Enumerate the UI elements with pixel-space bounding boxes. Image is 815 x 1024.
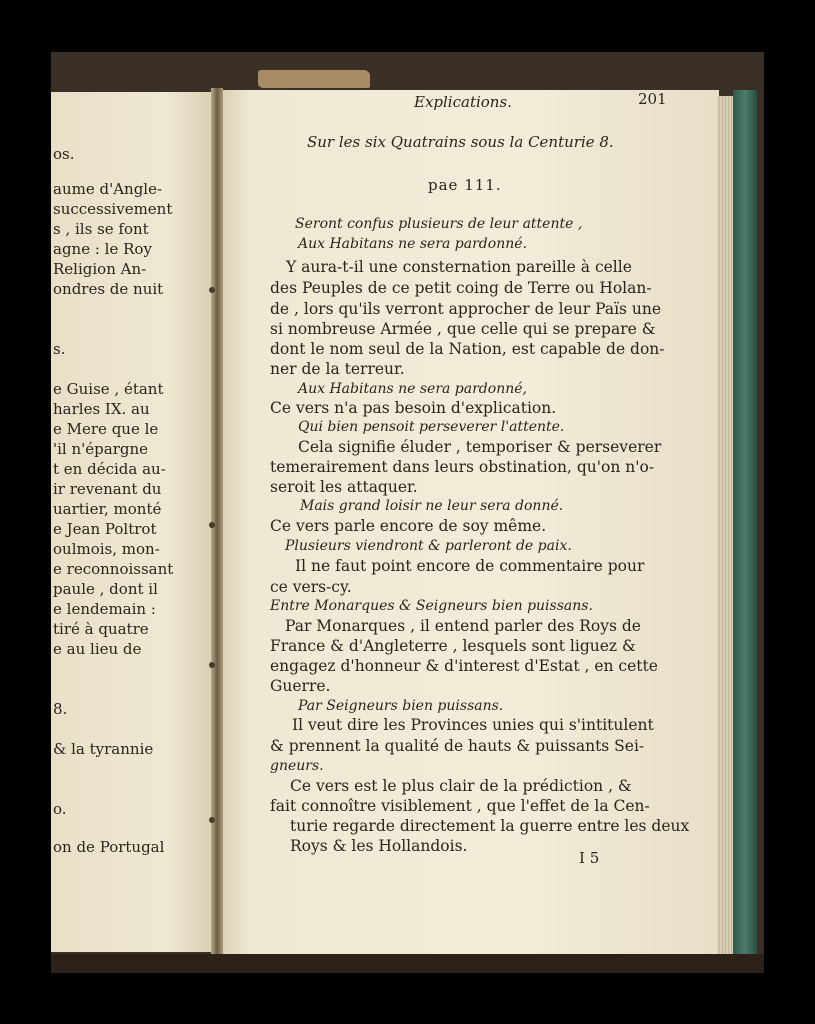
- facing-page-line: e au lieu de: [53, 640, 142, 658]
- text-line: seroit les attaquer.: [270, 478, 418, 496]
- text-line: Par Seigneurs bien puissans.: [298, 698, 504, 714]
- text-line: Il ne faut point encore de commentaire pour: [295, 557, 645, 575]
- facing-page-line: oulmois, mon-: [53, 540, 160, 558]
- facing-page-line: ir revenant du: [53, 480, 162, 498]
- green-cover-edge: [733, 90, 757, 956]
- facing-page-line: on de Portugal: [53, 838, 165, 856]
- facing-page-line: o.: [53, 800, 67, 818]
- facing-page-line: 'il n'épargne: [53, 440, 149, 458]
- text-line: Y aura-t-il une consternation pareille à celle: [286, 258, 632, 276]
- facing-page-line: e reconnoissant: [53, 560, 174, 578]
- text-line: ce vers-cy.: [270, 578, 352, 596]
- facing-page-line: 8.: [53, 700, 68, 718]
- facing-page-line: agne : le Roy: [53, 240, 152, 258]
- stitch-hole: [209, 662, 215, 668]
- text-line: temerairement dans leurs obstination, qu'on n'o-: [270, 458, 655, 476]
- page-reference: pae 111.: [428, 176, 502, 194]
- text-line: Ce vers n'a pas besoin d'explication.: [270, 399, 557, 417]
- facing-page-line: Religion An-: [53, 260, 147, 278]
- text-line: de , lors qu'ils verront approcher de leur Païs une: [270, 300, 662, 318]
- text-line: Plusieurs viendront & parleront de paix.: [285, 538, 572, 554]
- page-number: 201: [638, 90, 667, 108]
- facing-page-line: os.: [53, 145, 75, 163]
- text-line: Ce vers parle encore de soy même.: [270, 517, 547, 535]
- bottom-shadow: [51, 954, 764, 973]
- section-subtitle: Sur les six Quatrains sous la Centurie 8.: [307, 133, 614, 151]
- text-line: Qui bien pensoit perseverer l'attente.: [298, 419, 565, 435]
- facing-page-line: e Jean Poltrot: [53, 520, 157, 538]
- facing-page-line: paule , dont il: [53, 580, 158, 598]
- facing-page-line: t en décida au-: [53, 460, 166, 478]
- facing-page-line: e Mere que le: [53, 420, 159, 438]
- text-line: France & d'Angleterre , lesquels sont liguez &: [270, 637, 636, 655]
- text-line: des Peuples de ce petit coing de Terre ou Holan-: [270, 279, 652, 297]
- text-line: engagez d'honneur & d'interest d'Estat , en cette: [270, 657, 658, 675]
- text-line: Seront confus plusieurs de leur attente ,: [295, 216, 583, 232]
- torn-page-fragment: [258, 70, 370, 88]
- running-header: Explications.: [414, 93, 512, 111]
- text-line: gneurs.: [270, 758, 324, 774]
- facing-page-line: & la tyrannie: [53, 740, 154, 758]
- signature-mark: I 5: [579, 849, 600, 867]
- facing-page-line: uartier, monté: [53, 500, 162, 518]
- facing-page-line: ondres de nuit: [53, 280, 164, 298]
- facing-page-line: aume d'Angle-: [53, 180, 163, 198]
- text-line: Entre Monarques & Seigneurs bien puissans.: [270, 598, 593, 614]
- text-line: Cela signifie éluder , temporiser & perseverer: [298, 438, 662, 456]
- text-line: si nombreuse Armée , que celle qui se prepare &: [270, 320, 656, 338]
- stitch-hole: [209, 522, 215, 528]
- text-line: Aux Habitans ne sera pardonné.: [298, 236, 527, 252]
- text-line: Roys & les Hollandois.: [290, 837, 468, 855]
- facing-page-line: e Guise , étant: [53, 380, 164, 398]
- text-line: Il veut dire les Provinces unies qui s'intitulent: [292, 716, 654, 734]
- facing-page-line: s , ils se font: [53, 220, 149, 238]
- stitch-hole: [209, 287, 215, 293]
- text-line: Ce vers est le plus clair de la prédiction , &: [290, 777, 632, 795]
- text-line: & prennent la qualité de hauts & puissants Sei-: [270, 737, 645, 755]
- facing-page-line: e lendemain :: [53, 600, 156, 618]
- text-line: ner de la terreur.: [270, 360, 405, 378]
- stitch-hole: [209, 817, 215, 823]
- facing-page-line: s.: [53, 340, 66, 358]
- text-line: fait connoître visiblement , que l'effet de la Cen-: [270, 797, 650, 815]
- text-line: turie regarde directement la guerre entre les deux: [290, 817, 690, 835]
- facing-page-line: tiré à quatre: [53, 620, 149, 638]
- facing-page-line: harles IX. au: [53, 400, 150, 418]
- text-line: Mais grand loisir ne leur sera donné.: [300, 498, 564, 514]
- text-line: Par Monarques , il entend parler des Roys de: [285, 617, 641, 635]
- text-line: Aux Habitans ne sera pardonné,: [298, 381, 527, 397]
- text-line: dont le nom seul de la Nation, est capable de don-: [270, 340, 665, 358]
- facing-page-line: successivement: [53, 200, 173, 218]
- text-line: Guerre.: [270, 677, 331, 695]
